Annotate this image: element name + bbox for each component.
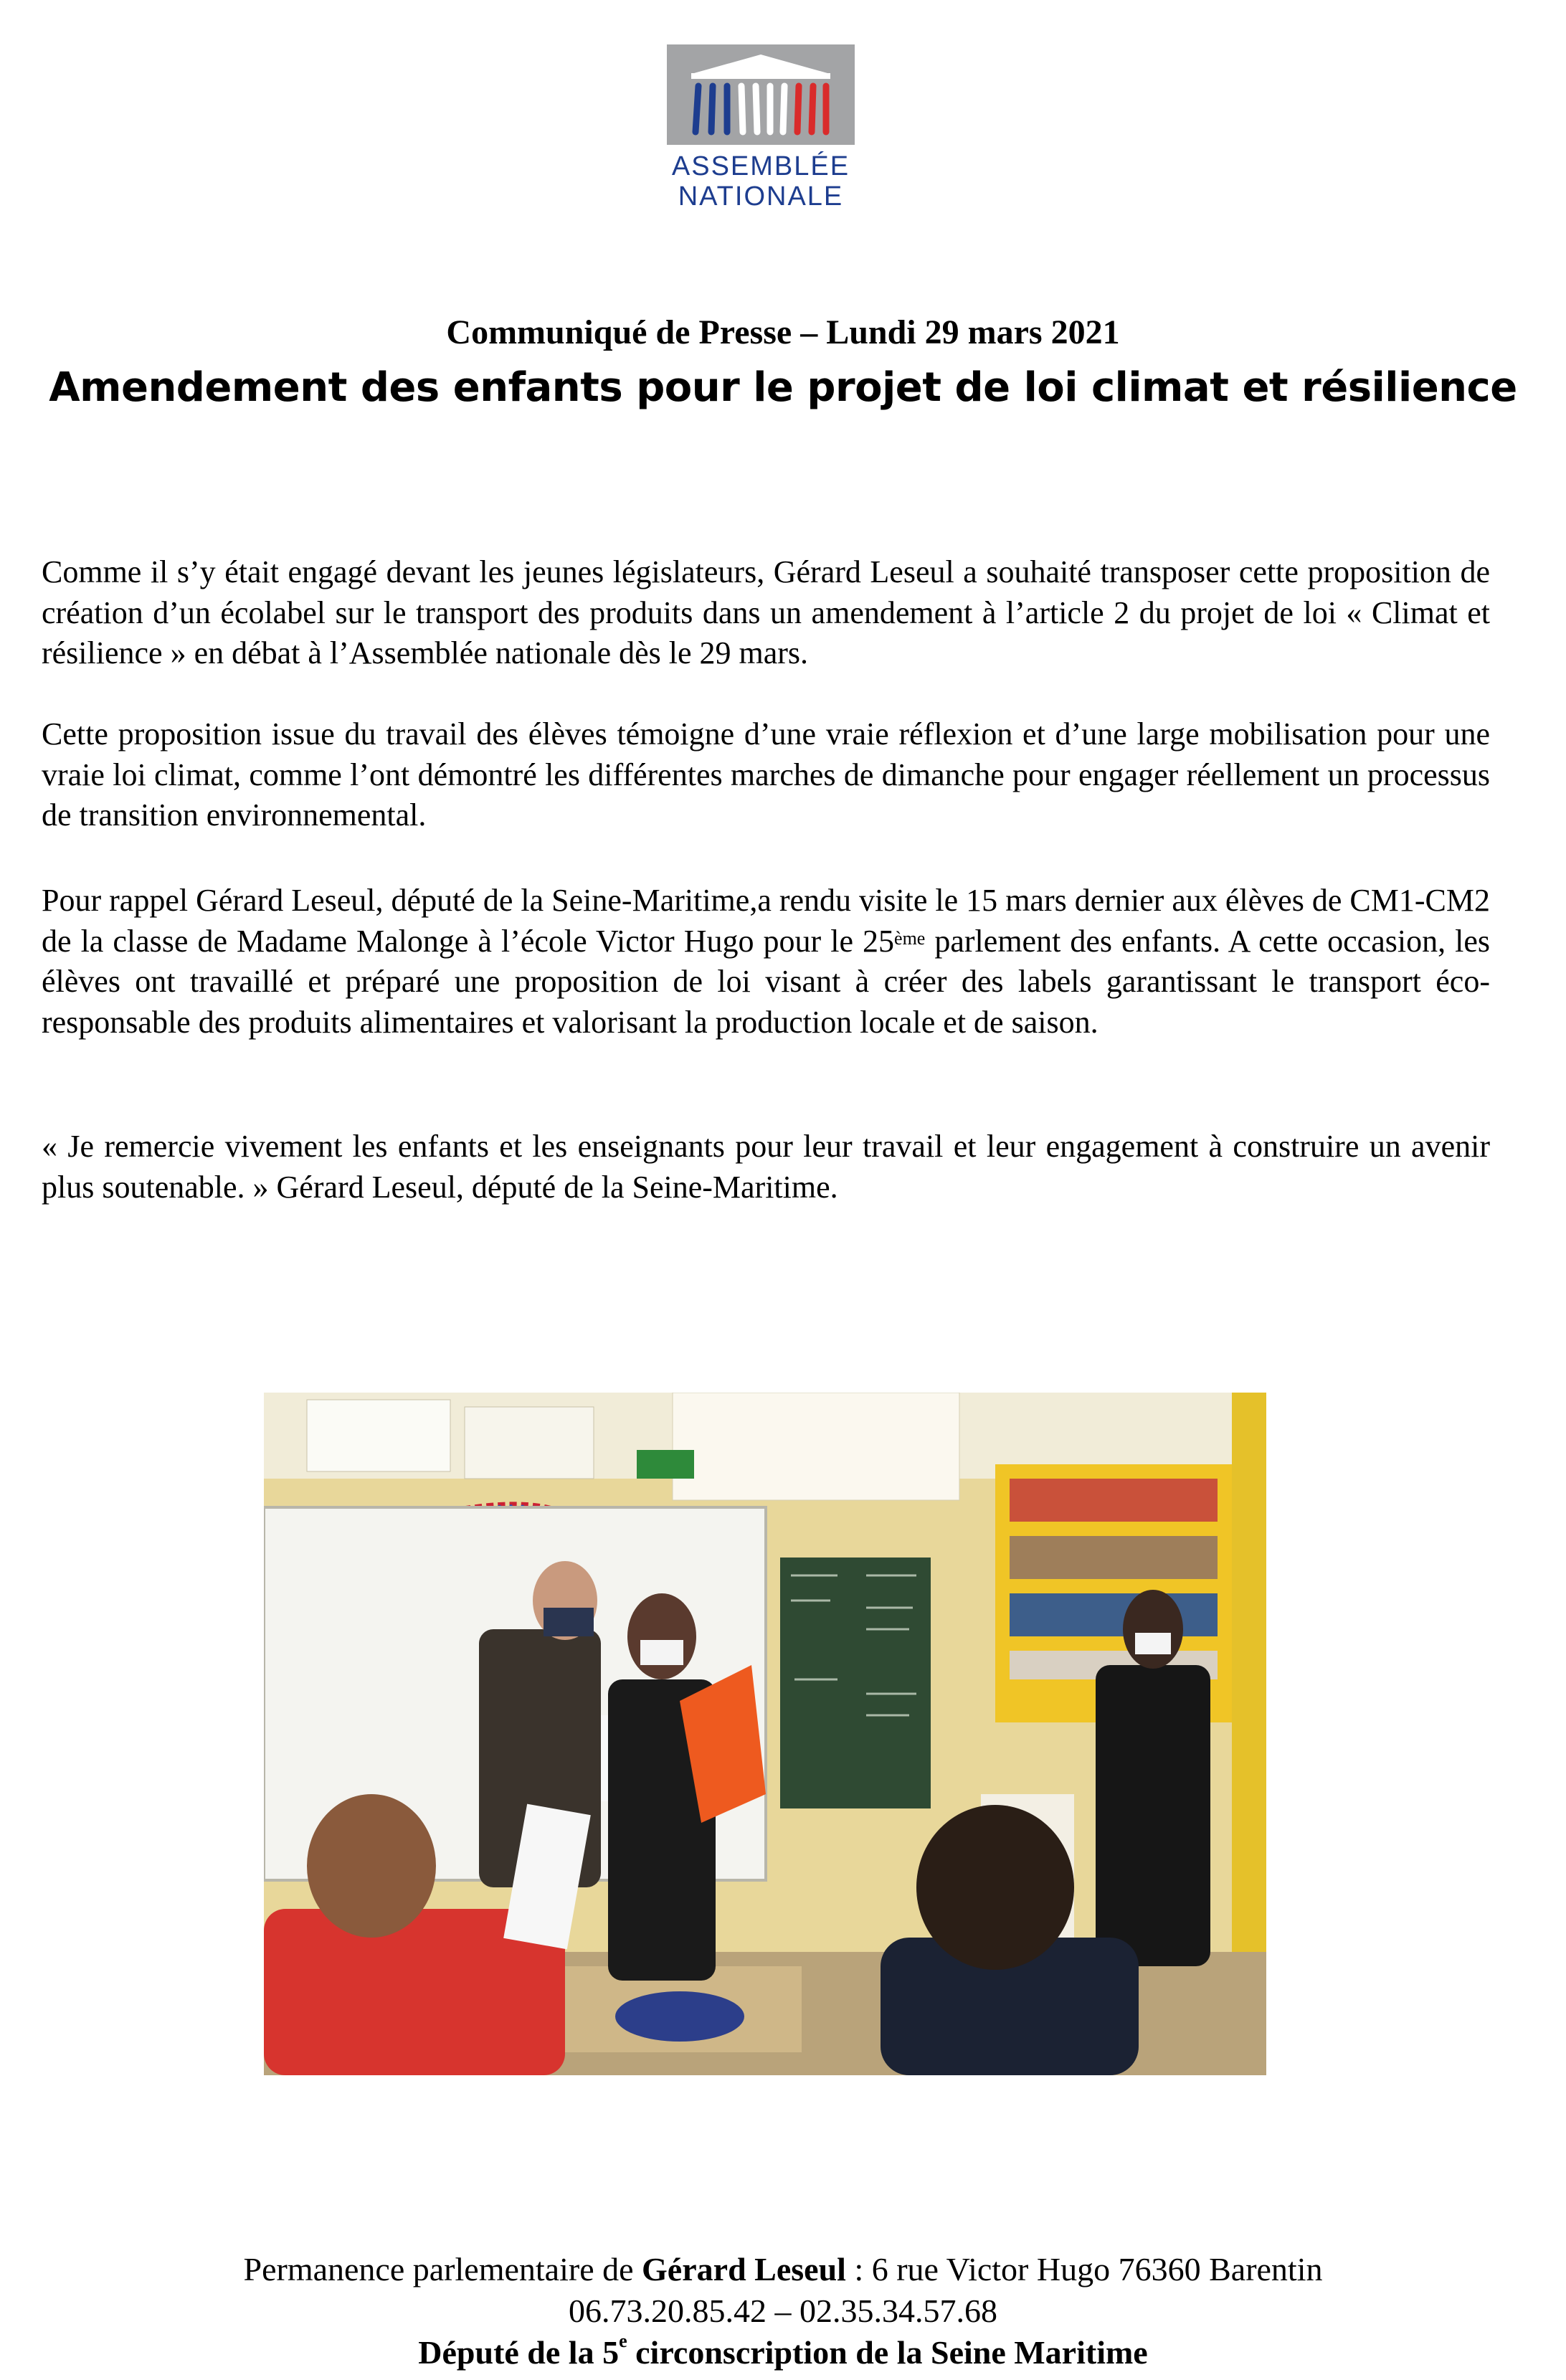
footer-deputy-name: Gérard Leseul (642, 2251, 846, 2287)
paragraph-3 (42, 881, 1490, 1043)
footer-constituency-sup: e (619, 2331, 627, 2351)
footer-constituency (0, 2333, 1566, 2371)
press-release-date: Communiqué de Presse – Lundi 29 mars 2021 (446, 313, 1120, 351)
logo-text-line2: NATIONALE (678, 181, 844, 212)
paragraph-3-part-a: Pour rappel Gérard Leseul, député de la Seine-Maritime,a rendu visite le 15 mars dernier aux élèves de CM1-CM2 de la classe de Madame Malonge à l’école Victor Hugo pour le 25 (42, 883, 1490, 959)
logo-emblem (667, 44, 855, 145)
footer-phone: 06.73.20.85.42 – 02.35.34.57.68 (569, 2293, 997, 2329)
footer-constituency-prefix: Député de la 5 (418, 2334, 620, 2371)
paragraph-3-superscript: ème (894, 927, 926, 949)
footer-address (0, 2250, 1566, 2288)
assemblee-nationale-logo (667, 44, 855, 214)
footer-address-suffix: : 6 rue Victor Hugo 76360 Barentin (845, 2251, 1323, 2287)
paragraph-1: Comme il s’y était engagé devant les jeunes législateurs, Gérard Leseul a souhaité transposer cette proposition de création d’un écolabel sur le transport des produits dans un amendement à l’article 2 du projet de loi « Climat et résilience » en débat à l’Assemblée nationale dès le 29 mars. (42, 554, 1490, 670)
paragraph-3-part-b: parlement des enfants. A cette occasion, les élèves ont travaillé et préparé une proposition de loi visant à créer des labels garantissant le transport éco-responsable des produits alimentaires et valorisant la production locale et de saison. (42, 923, 1490, 1040)
emergency-exit-sign (637, 1450, 694, 1479)
classroom-photo-illustration (264, 1393, 1266, 2075)
paragraph-2: Cette proposition issue du travail des élèves témoigne d’une vraie réflexion et d’une large mobilisation pour une vraie loi climat, comme l’ont démontré les différentes marches de dimanche pour engager réellement un processus de transition environnemental. (42, 716, 1490, 833)
footer-constituency-suffix: circonscription de la Seine Maritime (627, 2334, 1148, 2371)
hemicycle-icon (667, 44, 855, 145)
page-title: Amendement des enfants pour le projet de loi climat et résilience (49, 364, 1517, 411)
logo-text-line1: ASSEMBLÉE (671, 151, 850, 181)
paragraph-4: « Je remercie vivement les enfants et les enseignants pour leur travail et leur engagement à construire un avenir plus soutenable. » Gérard Leseul, député de la Seine-Maritime. (42, 1129, 1490, 1205)
classroom-photo (264, 1393, 1266, 2075)
footer-address-prefix: Permanence parlementaire de (243, 2251, 642, 2287)
